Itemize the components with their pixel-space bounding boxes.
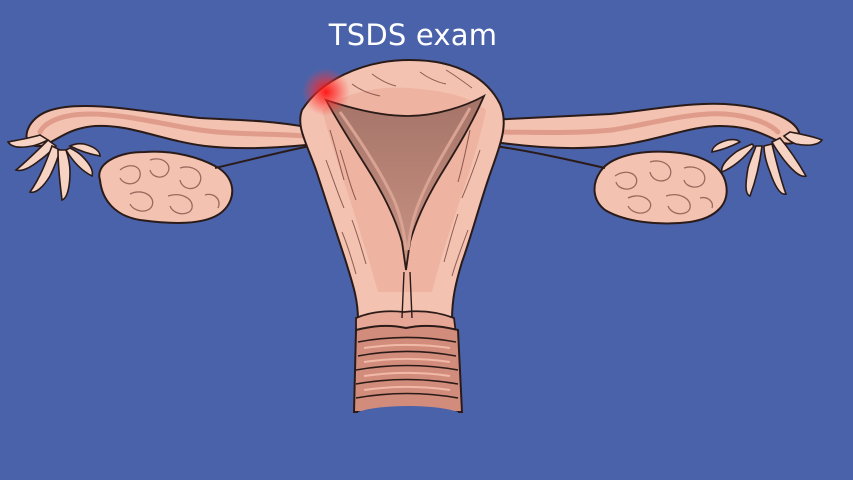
tenderness-highlight	[302, 68, 350, 116]
right-ovary	[595, 152, 727, 224]
left-ovarian-ligament	[215, 146, 310, 168]
right-fimbriae	[712, 132, 822, 196]
slide-title: TSDS exam	[328, 18, 498, 52]
left-fimbriae	[8, 135, 100, 200]
right-ovarian-ligament	[495, 146, 605, 168]
